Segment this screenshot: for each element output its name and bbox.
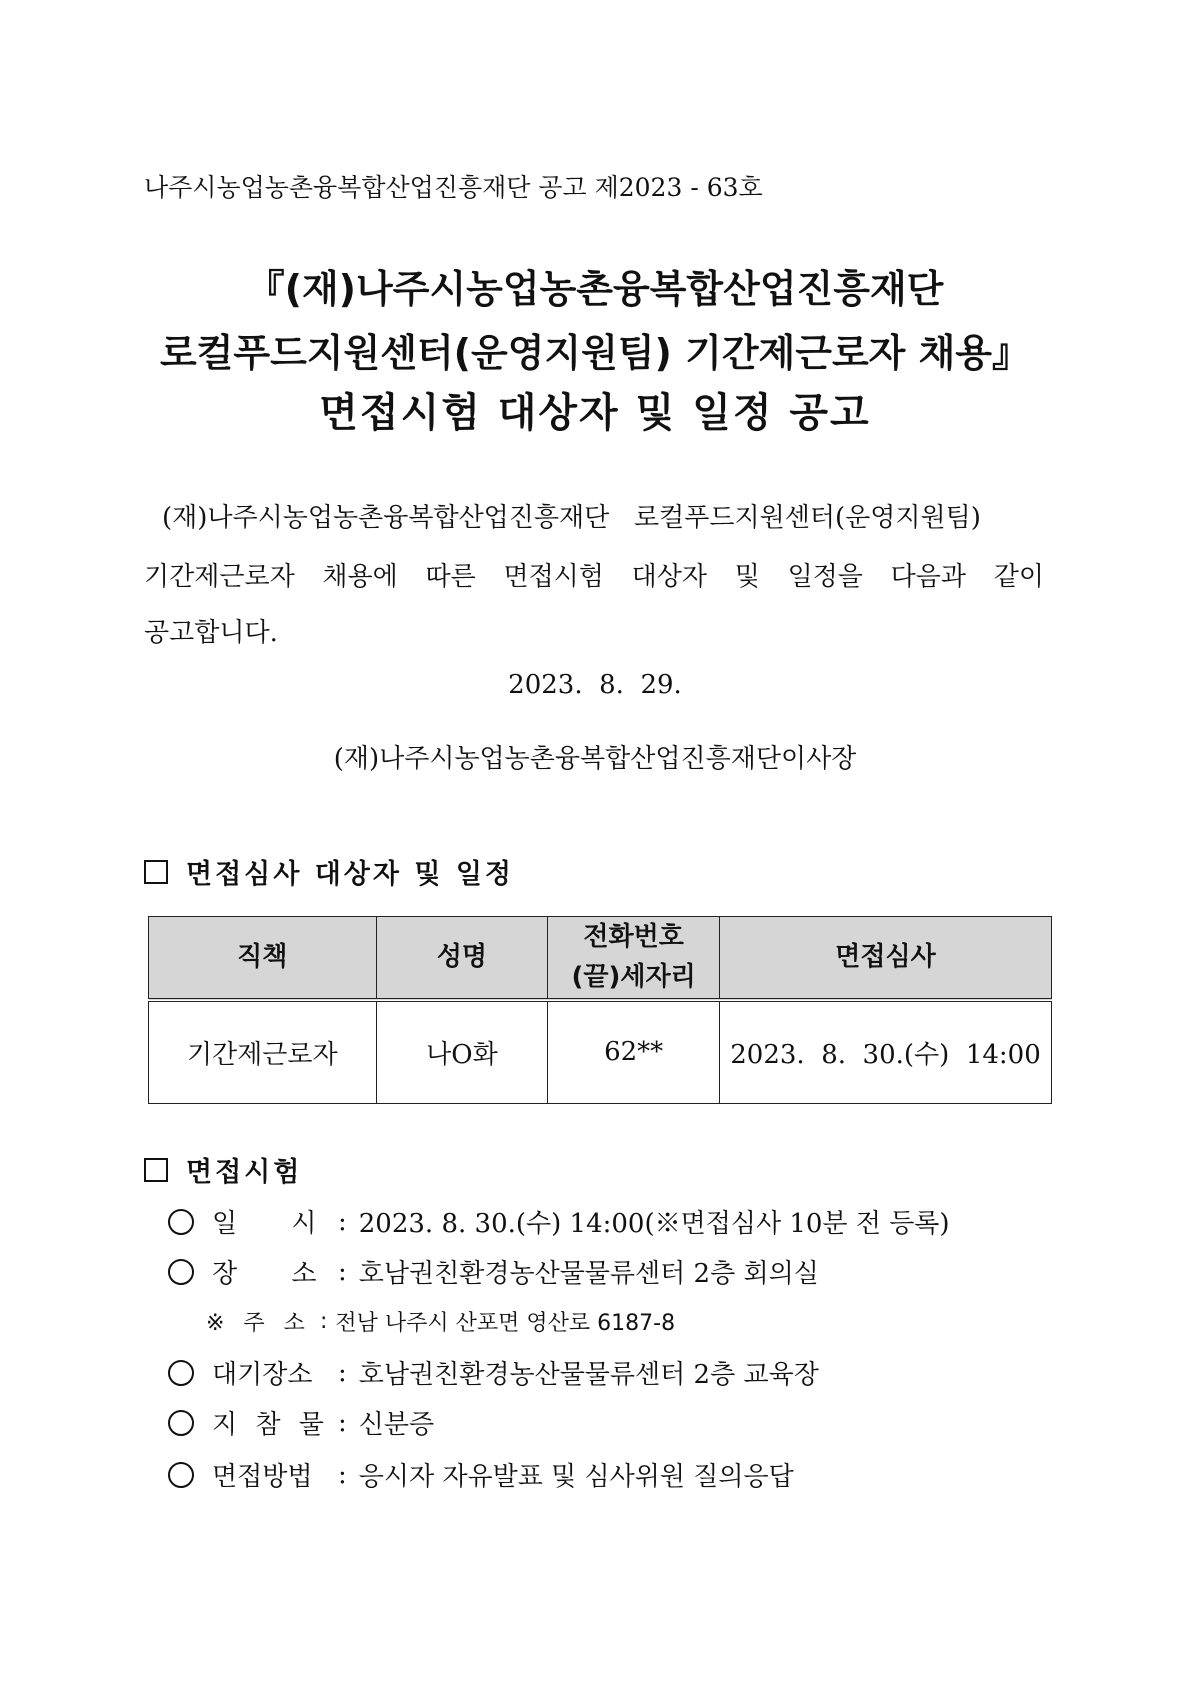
section-heading-schedule: [144, 852, 514, 891]
intro-word: 면접시험: [503, 562, 604, 592]
header-position: 직책: [149, 917, 377, 1000]
section-heading-text: 면접시험: [186, 1157, 303, 1188]
item-label: 대기장소: [212, 1360, 313, 1390]
circle-bullet-icon: [168, 1462, 194, 1488]
table-row: [149, 1000, 1052, 1104]
cell-name: 나O화: [376, 1000, 548, 1104]
list-item: 대기장소 : 호남권친환경농산물물류센터 2층 교육장: [168, 1354, 819, 1391]
intro-word: 같이: [993, 562, 1044, 592]
item-value: 전남 나주시 산포면 영산로 6187-8: [335, 1311, 676, 1336]
cell-phone: 62**: [548, 1000, 720, 1104]
schedule-table: [148, 916, 1052, 1104]
intro-word: 대상자: [631, 562, 707, 592]
intro-line-2: [144, 556, 1044, 593]
item-label: 장 소: [212, 1259, 317, 1289]
circle-bullet-icon: [168, 1410, 194, 1436]
list-item: ※ 주 소 : 전남 나주시 산포면 영산로 6187-8: [206, 1306, 675, 1337]
intro-word: 따른: [425, 562, 476, 592]
intro-word: 다음과: [890, 562, 966, 592]
item-value: 응시자 자유발표 및 심사위원 질의응답: [358, 1462, 794, 1492]
item-label: 지 참 물: [212, 1410, 324, 1440]
item-value: 신분증: [358, 1410, 435, 1440]
issuer: (재)나주시농업농촌융복합산업진흥재단이사장: [333, 744, 857, 774]
notice-number: 나주시농업농촌융복합산업진흥재단 공고 제2023 - 63호: [144, 173, 763, 202]
intro-line-3: 공고합니다.: [144, 618, 278, 648]
intro-word: 채용에: [322, 562, 398, 592]
header-phone: 전화번호 (끝)세자리: [548, 917, 720, 1000]
section-heading-exam: [144, 1150, 302, 1189]
header-name: 성명: [376, 917, 548, 1000]
title-line-3: 면접시험 대상자 및 일정 공고: [319, 390, 871, 436]
item-value: 호남권친환경농산물물류센터 2층 회의실: [358, 1259, 819, 1289]
item-label: 면접방법: [212, 1462, 313, 1492]
circle-bullet-icon: [168, 1259, 194, 1285]
list-item: 장 소 : 호남권친환경농산물물류센터 2층 회의실: [168, 1253, 819, 1290]
cell-interview: 2023. 8. 30.(수) 14:00: [720, 1000, 1052, 1104]
item-label: ※ 주 소: [206, 1311, 305, 1336]
table-header-row: [149, 917, 1052, 1000]
checkbox-square-icon: [144, 860, 168, 884]
circle-bullet-icon: [168, 1209, 194, 1235]
notice-date: 2023. 8. 29.: [508, 670, 682, 700]
list-item: 지 참 물 : 신분증: [168, 1404, 434, 1441]
item-value: 2023. 8. 30.(수) 14:00(※면접심사 10분 전 등록): [358, 1209, 950, 1239]
list-item: 일 시 : 2023. 8. 30.(수) 14:00(※면접심사 10분 전 등록): [168, 1203, 950, 1240]
section-heading-text: 면접심사 대상자 및 일정: [186, 859, 515, 890]
intro-word: 기간제근로자: [144, 562, 295, 592]
title-line-2: 로컬푸드지원센터(운영지원팀) 기간제근로자 채용』: [159, 331, 1031, 375]
intro-word: 일정을: [787, 562, 863, 592]
title-line-1: 『(재)나주시농업농촌융복합산업진흥재단: [246, 267, 944, 311]
checkbox-square-icon: [144, 1158, 168, 1182]
header-interview: 면접심사: [720, 917, 1052, 1000]
list-item: 면접방법 : 응시자 자유발표 및 심사위원 질의응답: [168, 1456, 794, 1493]
circle-bullet-icon: [168, 1360, 194, 1386]
cell-position: 기간제근로자: [149, 1000, 377, 1104]
item-value: 호남권친환경농산물물류센터 2층 교육장: [358, 1360, 819, 1390]
intro-line-1: (재)나주시농업농촌융복합산업진흥재단 로컬푸드지원센터(운영지원팀): [162, 503, 981, 533]
item-label: 일 시: [212, 1209, 317, 1239]
intro-word: 및: [734, 562, 760, 592]
